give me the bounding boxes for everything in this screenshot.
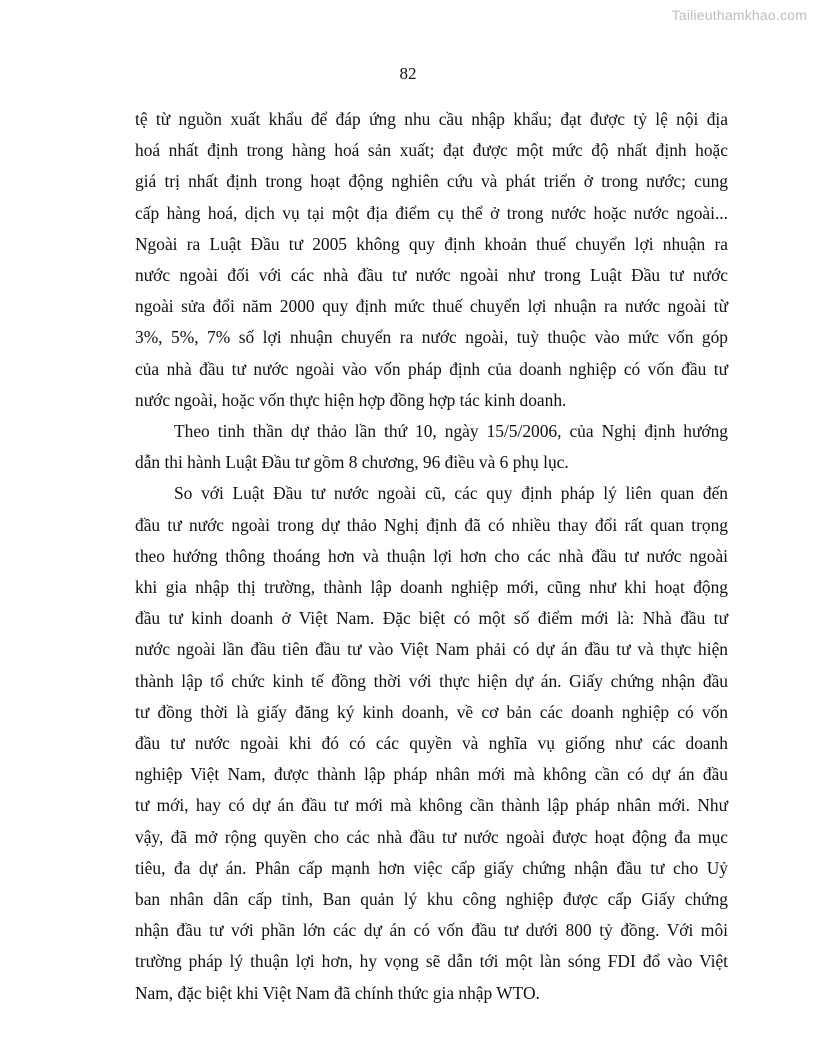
text-line: Nam, đặc biệt khi Việt Nam đã chính thức gia nhập WTO.	[135, 982, 540, 1003]
text-line: giá trị nhất định trong hoạt động nghiên cứu và phát triển ở trong nước; cung	[135, 171, 728, 192]
paragraph	[135, 478, 728, 1008]
text-line: dẫn thi hành Luật Đầu tư gồm 8 chương, 96 điều và 6 phụ lục.	[135, 452, 569, 473]
text-line: vậy, đã mở rộng quyền cho các nhà đầu tư nước ngoài được hoạt động đa mục	[135, 826, 728, 847]
text-line: cấp hàng hoá, dịch vụ tại một địa điểm cụ thể ở trong nước hoặc nước ngoài...	[135, 202, 728, 223]
text-line: tiêu, đa dự án. Phân cấp mạnh hơn việc cấp giấy chứng nhận đầu tư cho Uỷ	[135, 857, 728, 878]
text-line: trường pháp lý thuận lợi hơn, hy vọng sẽ dẫn tới một làn sóng FDI đổ vào Việt	[135, 951, 728, 972]
text-line: nước ngoài, hoặc vốn thực hiện hợp đồng hợp tác kinh doanh.	[135, 389, 567, 410]
text-line: tư đồng thời là giấy đăng ký kinh doanh, về cơ bản các doanh nghiệp có vốn	[135, 701, 728, 722]
text-line: So với Luật Đầu tư nước ngoài cũ, các quy định pháp lý liên quan đến	[174, 483, 728, 504]
document-body	[135, 104, 728, 1009]
text-line: nước ngoài đối với các nhà đầu tư nước ngoài như trong Luật Đầu tư nước	[135, 265, 728, 286]
text-line: hoá nhất định trong hàng hoá sản xuất; đạt được một mức độ nhất định hoặc	[135, 140, 728, 161]
text-line: khi gia nhập thị trường, thành lập doanh nghiệp mới, cũng như khi hoạt động	[135, 577, 728, 598]
text-line: 3%, 5%, 7% số lợi nhuận chuyển ra nước ngoài, tuỳ thuộc vào mức vốn góp	[135, 327, 728, 348]
text-line: tư mới, hay có dự án đầu tư mới mà không cần thành lập pháp nhân mới. Như	[135, 795, 728, 816]
watermark-text: Tailieuthamkhao.com	[671, 7, 807, 23]
text-line: đầu tư nước ngoài khi đó có các quyền và nghĩa vụ giống như các doanh	[135, 733, 728, 754]
text-line: ngoài sửa đổi năm 2000 quy định mức thuế chuyển lợi nhuận ra nước ngoài từ	[135, 296, 728, 317]
text-line: nước ngoài lần đầu tiên đầu tư vào Việt Nam phải có dự án đầu tư và thực hiện	[135, 639, 728, 660]
paragraph	[135, 416, 728, 478]
text-line: Ngoài ra Luật Đầu tư 2005 không quy định khoản thuế chuyển lợi nhuận ra	[135, 233, 728, 254]
text-line: nghiệp Việt Nam, được thành lập pháp nhân mới mà không cần có dự án đầu	[135, 764, 728, 785]
text-line: Theo tinh thần dự thảo lần thứ 10, ngày 15/5/2006, của Nghị định hướng	[174, 421, 728, 442]
paragraph	[135, 104, 728, 416]
text-line: đầu tư nước ngoài trong dự thảo Nghị định đã có nhiều thay đổi rất quan trọng	[135, 514, 728, 535]
text-line: nhận đầu tư với phần lớn các dự án có vốn đầu tư dưới 800 tỷ đồng. Với môi	[135, 920, 728, 941]
text-line: ban nhân dân cấp tỉnh, Ban quản lý khu công nghiệp được cấp Giấy chứng	[135, 889, 728, 910]
text-line: tệ từ nguồn xuất khẩu để đáp ứng nhu cầu nhập khẩu; đạt được tỷ lệ nội địa	[135, 109, 728, 129]
text-line: theo hướng thông thoáng hơn và thuận lợi hơn cho các nhà đầu tư nước ngoài	[135, 545, 728, 566]
page-number: 82	[399, 64, 417, 83]
text-line: của nhà đầu tư nước ngoài vào vốn pháp định của doanh nghiệp có vốn đầu tư	[135, 358, 728, 379]
text-line: thành lập tổ chức kinh tế đồng thời với thực hiện dự án. Giấy chứng nhận đầu	[135, 670, 728, 691]
text-line: đầu tư kinh doanh ở Việt Nam. Đặc biệt có một số điểm mới là: Nhà đầu tư	[135, 608, 728, 629]
